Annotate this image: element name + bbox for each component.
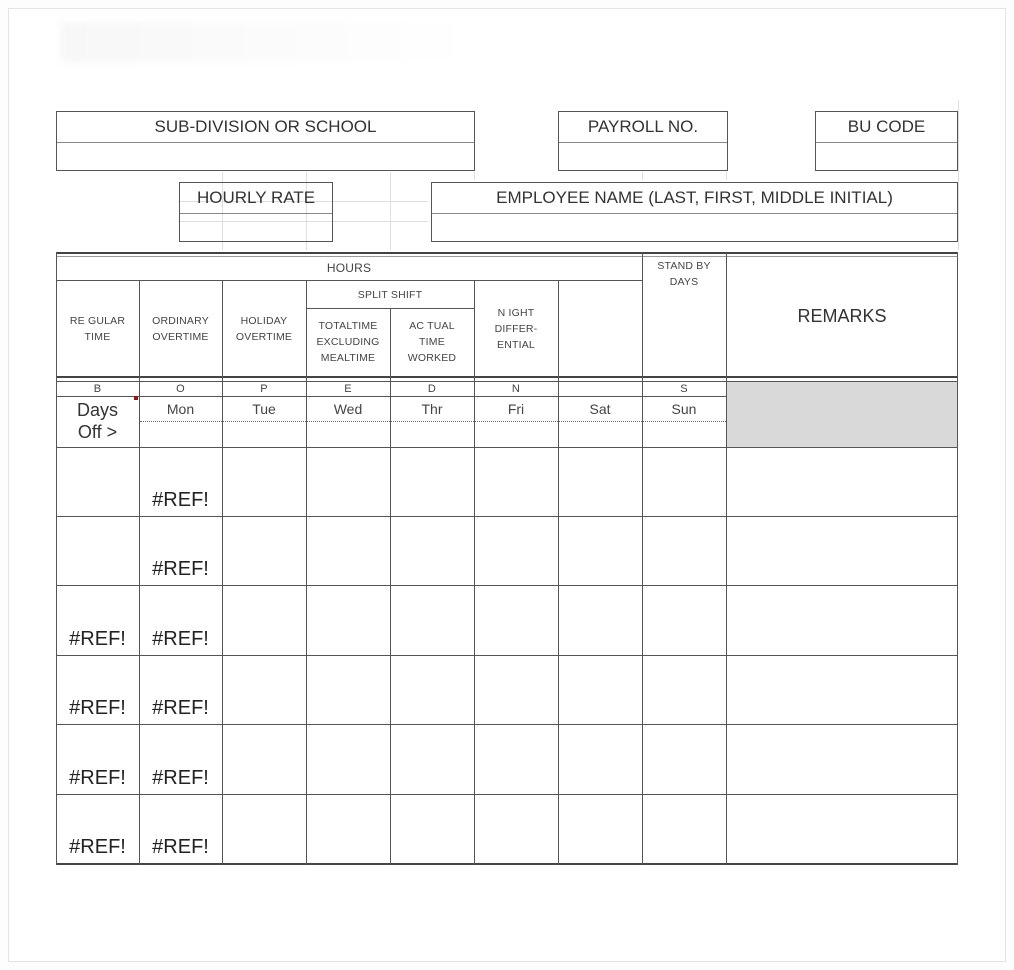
column-title: ORDINARY OVERTIME bbox=[152, 315, 209, 343]
hours-cell[interactable] bbox=[474, 585, 558, 655]
standby-header: STAND BY DAYS bbox=[657, 260, 711, 288]
hours-cell[interactable] bbox=[306, 794, 390, 863]
remarks-cell[interactable] bbox=[726, 516, 957, 585]
ordinary-overtime-cell[interactable]: #REF! bbox=[152, 836, 209, 858]
hours-cell[interactable] bbox=[390, 447, 474, 516]
column-code: N bbox=[511, 382, 521, 395]
bu-code-value[interactable] bbox=[816, 142, 957, 170]
remarks-cell[interactable] bbox=[726, 585, 957, 655]
remarks-cell[interactable] bbox=[726, 655, 957, 724]
hours-cell[interactable] bbox=[390, 585, 474, 655]
hours-cell[interactable] bbox=[222, 724, 306, 794]
hours-cell[interactable] bbox=[558, 447, 642, 516]
hours-cell[interactable] bbox=[558, 794, 642, 863]
hours-cell[interactable] bbox=[390, 655, 474, 724]
hours-cell[interactable] bbox=[306, 655, 390, 724]
hours-cell[interactable] bbox=[222, 585, 306, 655]
hours-cell[interactable] bbox=[306, 447, 390, 516]
ordinary-overtime-cell[interactable]: #REF! bbox=[152, 489, 209, 511]
column-title: N IGHT DIFFER- ENTIAL bbox=[494, 307, 538, 351]
hours-cell[interactable] bbox=[474, 516, 558, 585]
regular-time-cell[interactable]: #REF! bbox=[69, 628, 126, 650]
hours-cell[interactable] bbox=[222, 794, 306, 863]
hourly-rate-field[interactable] bbox=[179, 182, 333, 242]
rule bbox=[56, 280, 642, 281]
ordinary-overtime-cell[interactable]: #REF! bbox=[152, 628, 209, 650]
hours-cell[interactable] bbox=[474, 447, 558, 516]
faded-watermark bbox=[60, 22, 480, 62]
hours-header: HOURS bbox=[326, 261, 372, 275]
hours-cell[interactable] bbox=[642, 447, 726, 516]
hours-cell[interactable] bbox=[558, 655, 642, 724]
day-label: Mon bbox=[166, 401, 195, 417]
hours-cell[interactable] bbox=[222, 516, 306, 585]
payroll-value[interactable] bbox=[559, 142, 727, 170]
remarks-cell[interactable] bbox=[726, 794, 957, 863]
hours-cell[interactable] bbox=[642, 516, 726, 585]
employee-name-field[interactable] bbox=[431, 182, 958, 242]
subdivision-field[interactable] bbox=[56, 111, 475, 171]
day-label: Sun bbox=[671, 401, 697, 417]
payroll-label: PAYROLL NO. bbox=[559, 112, 727, 143]
regular-time-cell[interactable]: #REF! bbox=[69, 767, 126, 789]
regular-time-cell[interactable]: #REF! bbox=[69, 836, 126, 858]
split-shift-header: SPLIT SHIFT bbox=[357, 289, 423, 301]
dotted-rule bbox=[140, 421, 728, 422]
rule bbox=[56, 376, 958, 378]
remarks-header: REMARKS bbox=[797, 305, 887, 326]
table-bottom-rule bbox=[56, 863, 958, 865]
hours-cell[interactable] bbox=[558, 585, 642, 655]
column-title: TOTALTIME EXCLUDING MEALTIME bbox=[316, 320, 380, 364]
column-code: S bbox=[680, 382, 688, 395]
remarks-shaded-cell bbox=[727, 382, 957, 447]
hours-cell[interactable] bbox=[390, 794, 474, 863]
hours-cell[interactable] bbox=[474, 794, 558, 863]
column-code: E bbox=[344, 382, 352, 395]
bu-code-field[interactable] bbox=[815, 111, 958, 171]
employee-name-label: EMPLOYEE NAME (LAST, FIRST, MIDDLE INITIAL) bbox=[432, 183, 957, 214]
ordinary-overtime-cell[interactable]: #REF! bbox=[152, 697, 209, 719]
payroll-field[interactable] bbox=[558, 111, 728, 171]
hourly-rate-label: HOURLY RATE bbox=[180, 183, 332, 214]
column-code: D bbox=[427, 382, 437, 395]
gridline bbox=[642, 172, 643, 180]
ordinary-overtime-cell[interactable]: #REF! bbox=[152, 558, 209, 580]
regular-time-cell[interactable] bbox=[56, 516, 139, 585]
hours-cell[interactable] bbox=[642, 655, 726, 724]
hours-cell[interactable] bbox=[474, 655, 558, 724]
hours-cell[interactable] bbox=[390, 724, 474, 794]
gridline bbox=[474, 172, 475, 180]
column-title: RE GULAR TIME bbox=[69, 315, 126, 343]
hours-cell[interactable] bbox=[222, 447, 306, 516]
hours-cell[interactable] bbox=[642, 724, 726, 794]
subdivision-value[interactable] bbox=[57, 142, 474, 170]
hours-cell[interactable] bbox=[474, 724, 558, 794]
hours-cell[interactable] bbox=[306, 724, 390, 794]
day-label: Wed bbox=[333, 401, 363, 417]
gridline bbox=[726, 172, 727, 180]
days-off-label: Days Off > bbox=[76, 400, 118, 442]
remarks-cell[interactable] bbox=[726, 724, 957, 794]
employee-name-value[interactable] bbox=[432, 213, 957, 241]
hours-cell[interactable] bbox=[642, 585, 726, 655]
column-title: AC TUAL TIME WORKED bbox=[407, 320, 457, 364]
remarks-cell[interactable] bbox=[726, 447, 957, 516]
hours-cell[interactable] bbox=[558, 724, 642, 794]
hours-cell[interactable] bbox=[558, 516, 642, 585]
column-code bbox=[558, 381, 642, 396]
day-label: Fri bbox=[507, 401, 525, 417]
bu-code-label: BU CODE bbox=[816, 112, 957, 143]
column-code: P bbox=[260, 382, 268, 395]
gridline bbox=[390, 172, 391, 250]
day-label: Tue bbox=[252, 401, 276, 417]
hours-cell[interactable] bbox=[306, 516, 390, 585]
gridline bbox=[958, 100, 959, 250]
table-top-rule bbox=[56, 252, 958, 254]
subdivision-label: SUB-DIVISION OR SCHOOL bbox=[57, 112, 474, 143]
hours-cell[interactable] bbox=[390, 516, 474, 585]
hours-cell[interactable] bbox=[642, 794, 726, 863]
column-code: B bbox=[93, 382, 102, 395]
hours-cell[interactable] bbox=[222, 655, 306, 724]
day-label: Sat bbox=[589, 401, 611, 417]
ordinary-overtime-cell[interactable]: #REF! bbox=[152, 767, 209, 789]
column-code: O bbox=[176, 382, 185, 395]
day-label: Thr bbox=[421, 401, 443, 417]
hourly-rate-value[interactable] bbox=[180, 213, 332, 241]
regular-time-cell[interactable]: #REF! bbox=[69, 697, 126, 719]
regular-time-cell[interactable] bbox=[56, 447, 139, 516]
hours-cell[interactable] bbox=[306, 585, 390, 655]
column-title: HOLIDAY OVERTIME bbox=[235, 315, 293, 343]
